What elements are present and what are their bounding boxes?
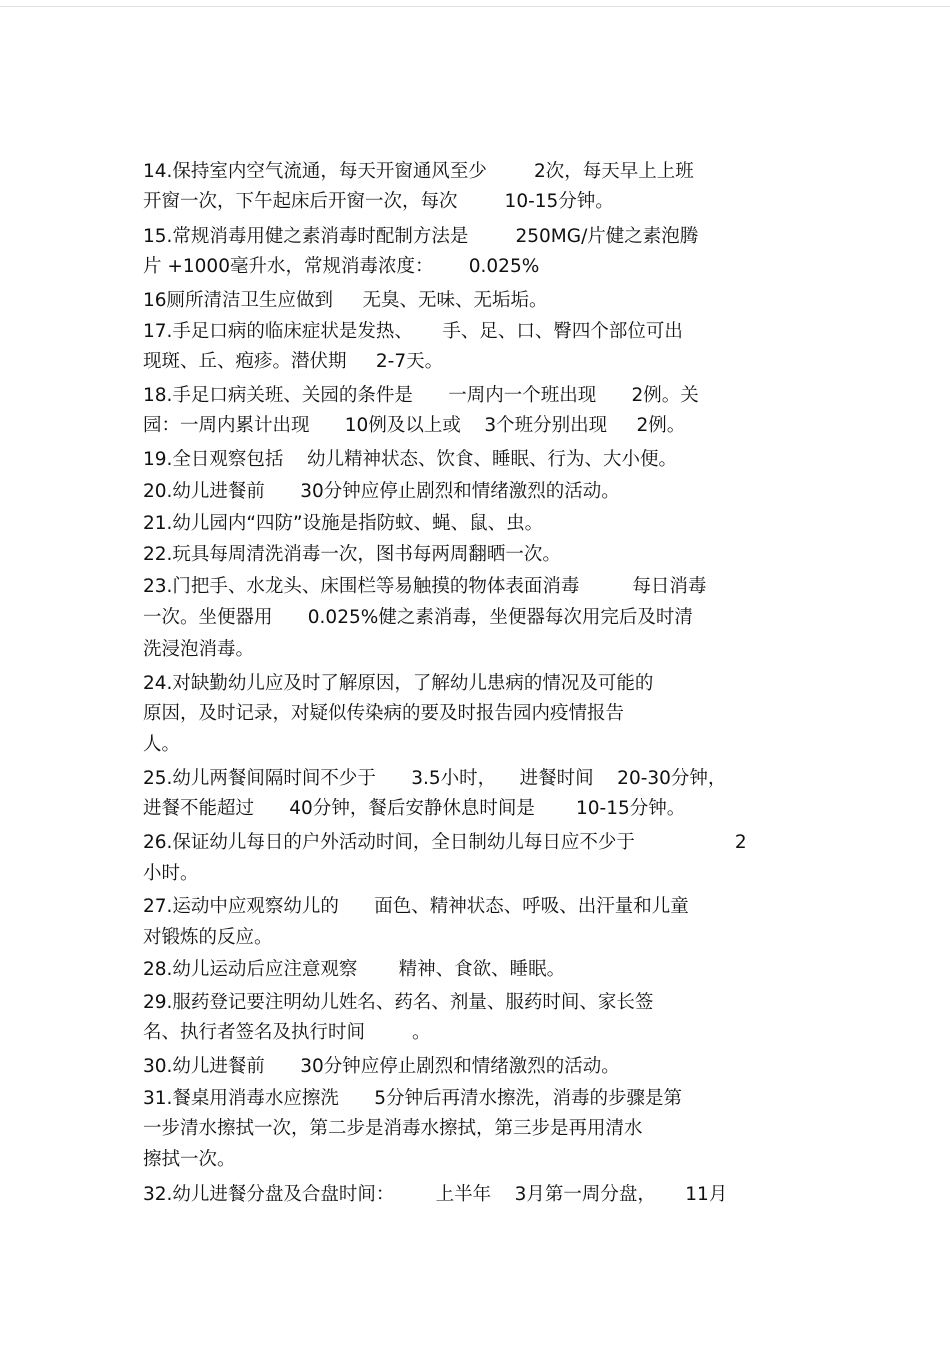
text-line: 洗浸泡消毒。 [143, 639, 255, 660]
text-line: 26.保证幼儿每日的户外活动时间，全日制幼儿每日应不少于 2 [143, 832, 747, 853]
text-line: 21.幼儿园内“四防”设施是指防蚊、蝇、鼠、虫。 [143, 513, 544, 534]
text-line: 23.门把手、水龙头、床围栏等易触摸的物体表面消毒 每日消毒 [143, 576, 707, 597]
text-line: 28.幼儿运动后应注意观察 精神、食欲、睡眠。 [143, 959, 566, 980]
text-line: 31.餐桌用消毒水应擦洗 5分钟后再清水擦洗，消毒的步骤是第 [143, 1088, 682, 1109]
text-line: 一步清水擦拭一次，第二步是消毒水擦拭，第三步是再用清水 [143, 1118, 643, 1139]
text-line: 15.常规消毒用健之素消毒时配制方法是 250MG/片健之素泡腾 [143, 226, 699, 247]
text-line: 29.服药登记要注明幼儿姓名、药名、剂量、服药时间、家长签 [143, 992, 654, 1013]
text-line: 16厕所清洁卫生应做到 无臭、无味、无垢垢。 [143, 290, 548, 311]
text-line: 32.幼儿进餐分盘及合盘时间： 上半年 3月第一周分盘， 11月 [143, 1184, 728, 1205]
text-line: 17.手足口病的临床症状是发热、 手、足、口、臀四个部位可出 [143, 321, 683, 342]
text-line: 名、执行者签名及执行时间 。 [143, 1022, 431, 1043]
text-line: 25.幼儿两餐间隔时间不少于 3.5小时， 进餐时间 20-30分钟， [143, 768, 727, 789]
text-line: 原因，及时记录，对疑似传染病的要及时报告园内疫情报告 [143, 703, 625, 724]
text-line: 22.玩具每周清洗消毒一次，图书每两周翻晒一次。 [143, 544, 561, 565]
text-line: 小时。 [143, 863, 199, 884]
text-line: 30.幼儿进餐前 30分钟应停止剧烈和情绪激烈的活动。 [143, 1056, 620, 1077]
text-line: 24.对缺勤幼儿应及时了解原因，了解幼儿患病的情况及可能的 [143, 673, 654, 694]
text-line: 对锻炼的反应。 [143, 927, 273, 948]
text-line: 27.运动中应观察幼儿的 面色、精神状态、呼吸、出汗量和儿童 [143, 896, 689, 917]
text-line: 18.手足口病关班、关园的条件是 一周内一个班出现 2例。关 [143, 385, 699, 406]
page-top-border [0, 6, 950, 7]
text-line: 一次。坐便器用 0.025%健之素消毒，坐便器每次用完后及时清 [143, 607, 693, 628]
text-line: 进餐不能超过 40分钟，餐后安静休息时间是 10-15分钟。 [143, 798, 686, 819]
text-line: 园：一周内累计出现 10例及以上或 3个班分别出现 2例。 [143, 415, 686, 436]
text-line: 现斑、丘、疱疹。潜伏期 2-7天。 [143, 351, 444, 372]
text-line: 14.保持室内空气流通，每天开窗通风至少 2次，每天早上上班 [143, 161, 694, 182]
text-line: 19.全日观察包括 幼儿精神状态、饮食、睡眠、行为、大小便。 [143, 449, 677, 470]
text-line: 擦拭一次。 [143, 1149, 236, 1170]
text-line: 人。 [143, 734, 181, 755]
text-line: 20.幼儿进餐前 30分钟应停止剧烈和情绪激烈的活动。 [143, 481, 620, 502]
text-line: 开窗一次，下午起床后开窗一次，每次 10-15分钟。 [143, 191, 614, 212]
text-line: 片 +1000毫升水，常规消毒浓度： 0.025% [143, 256, 540, 277]
